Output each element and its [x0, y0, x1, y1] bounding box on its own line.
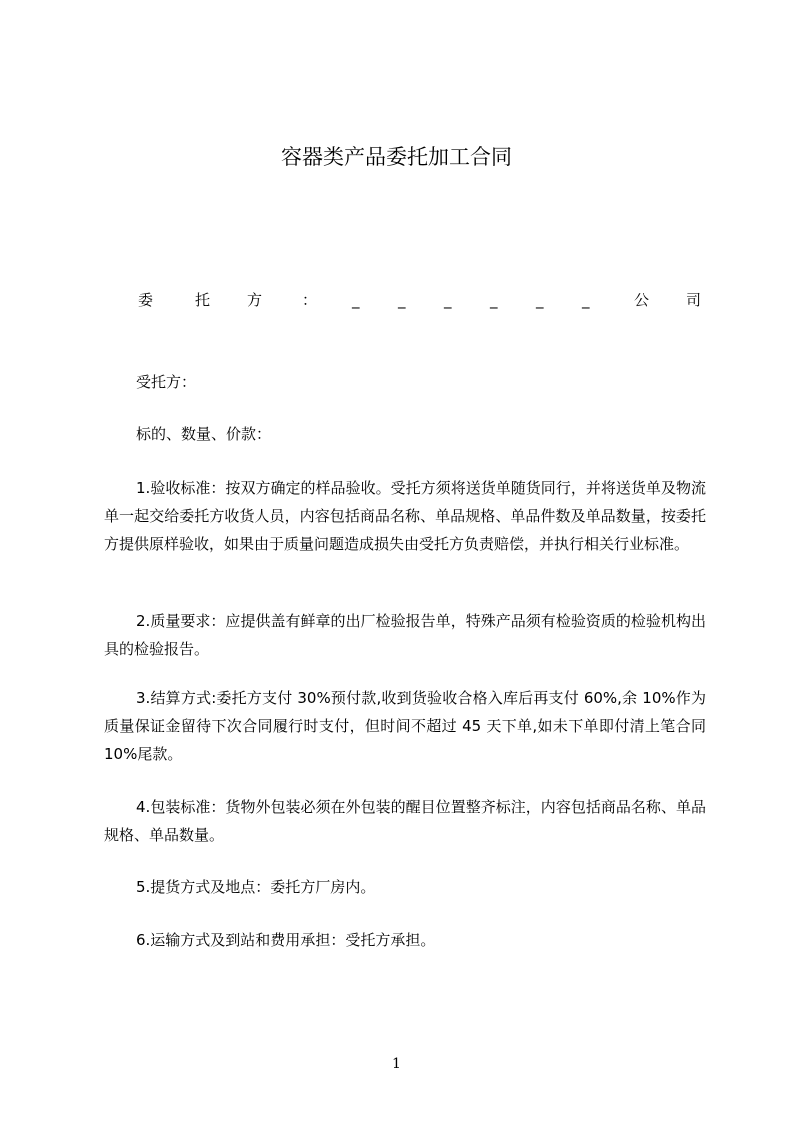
- page-number: 1: [392, 1056, 401, 1072]
- clause-6-transport-cost: 6.运输方式及到站和费用承担：受托方承担。: [136, 931, 436, 949]
- entrusting-party-line: [134, 288, 706, 312]
- blank-underscore: _: [444, 291, 452, 309]
- entrusted-party-label: 受托方：: [136, 373, 197, 391]
- party-line-char: 方: [247, 291, 263, 309]
- clause-4-packaging-standard: 4.包装标准：货物外包装必须在外包装的醒目位置整齐标注，内容包括商品名称、单品规格、单品数量。: [104, 798, 706, 844]
- clause-1-acceptance-standard: 1.验收标准：按双方确定的样品验收。受托方须将送货单随货同行，并将送货单及物流单一起交给委托方收货人员，内容包括商品名称、单品规格、单品件数及单品数量，按委托方提供原样验收，如果由于质量问题造成损失由受托方负责赔偿，并执行相关行业标准。: [104, 479, 706, 553]
- blank-underscore: _: [352, 291, 360, 309]
- clause-5-pickup-location: 5.提货方式及地点：委托方厂房内。: [136, 878, 376, 896]
- clause-2-quality-requirement: 2.质量要求：应提供盖有鲜章的出厂检验报告单，特殊产品须有检验资质的检验机构出具的检验报告。: [104, 612, 706, 658]
- clause-3-settlement-method: 3.结算方式:委托方支付 30%预付款,收到货验收合格入库后再支付 60%,余 10%作为质量保证金留待下次合同履行时支付，但时间不超过 45 天下单,如未下单即付清上笔合同 10%尾款。: [104, 689, 706, 763]
- party-line-char: 司: [686, 291, 702, 309]
- party-line-char: 托: [195, 291, 211, 309]
- blank-underscore: _: [582, 291, 590, 309]
- document-title: 容器类产品委托加工合同: [281, 145, 512, 169]
- subject-heading: 标的、数量、价款：: [136, 425, 272, 443]
- party-line-char: ：: [302, 291, 318, 309]
- blank-underscore: _: [536, 291, 544, 309]
- party-line-char: 公: [634, 291, 650, 309]
- blank-underscore: _: [490, 291, 498, 309]
- party-line-char: 委: [138, 291, 154, 309]
- blank-underscore: _: [398, 291, 406, 309]
